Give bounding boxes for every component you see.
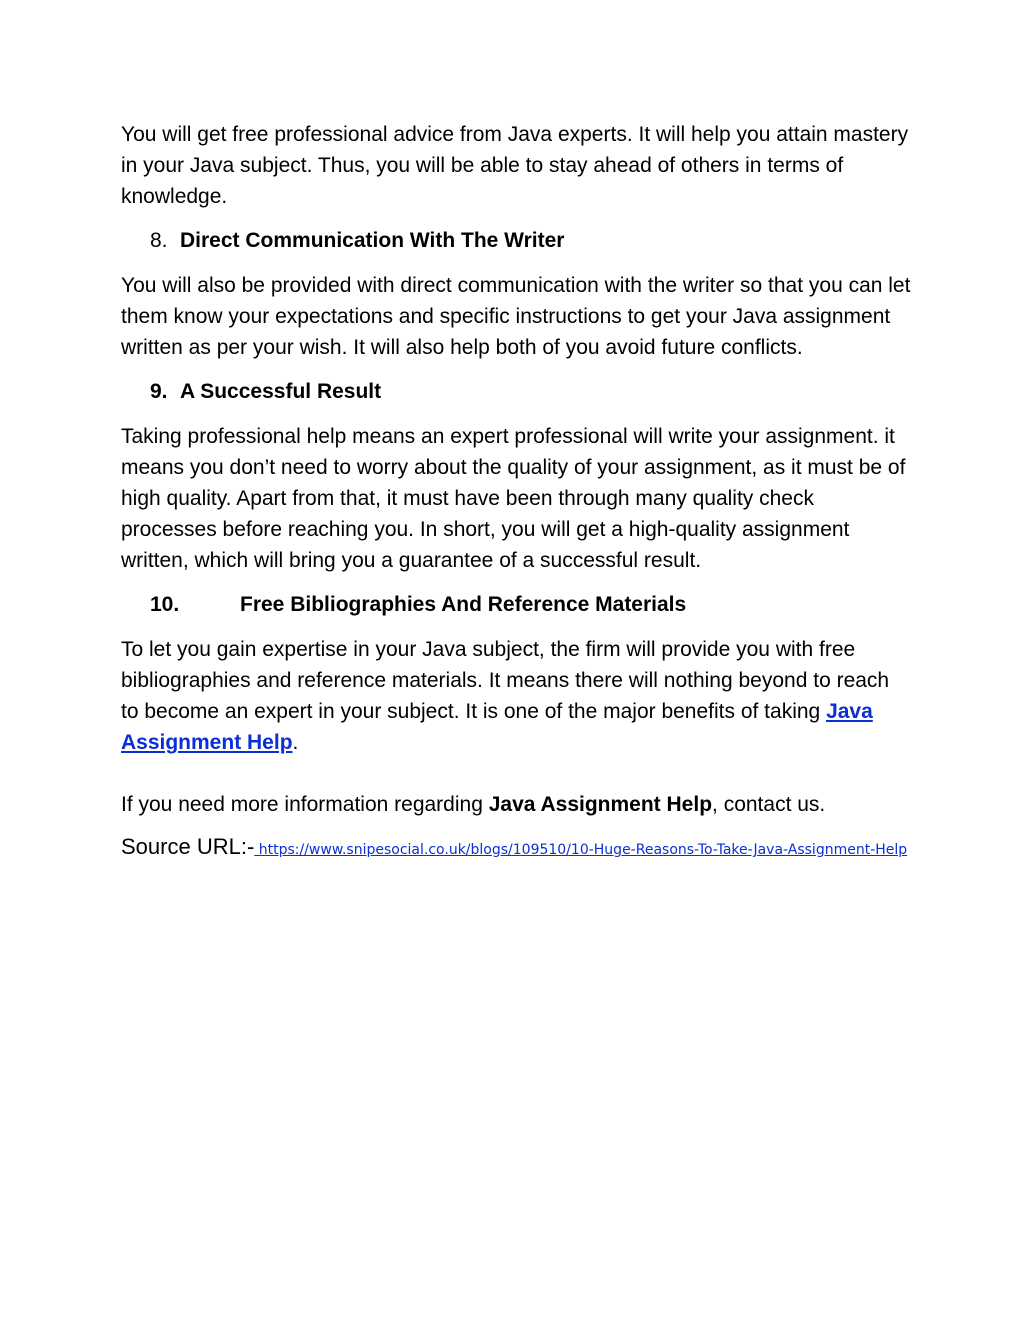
body-text: To let you gain expertise in your Java subject, the firm will provide you with free bibliographies and reference materials. It means there will nothing beyond to reach to become an expert in your subject. It is one of the major benefits of taking xyxy=(121,638,890,723)
section-body-9: Taking professional help means an expert professional will write your assignment. it means you don’t need to worry about the quality of your assignment, as it must be of high quality. Apart from that, it must have been through many quality check processes before reaching you. In short, you will get a high-quality assignment written, which will bring you a guarantee of a successful result. xyxy=(121,425,906,572)
section-heading-9 xyxy=(121,376,911,407)
source-line xyxy=(121,833,911,864)
body-text-end: . xyxy=(292,731,299,754)
source-url-link[interactable]: https://www.snipesocial.co.uk/blogs/109510/10-Huge-Reasons-To-Take-Java-Assignment-Help xyxy=(254,842,908,858)
section-heading-8 xyxy=(121,225,911,256)
spacer xyxy=(121,758,911,789)
source-label: Source URL:- xyxy=(121,834,255,859)
contact-text: If you need more information regarding xyxy=(121,793,489,816)
document-page xyxy=(121,119,911,885)
section-heading-10 xyxy=(121,589,911,620)
section-number: 9. xyxy=(150,380,168,403)
section-number: 8. xyxy=(150,229,168,252)
section-body-10 xyxy=(121,634,911,758)
section-title: A Successful Result xyxy=(180,380,382,403)
section-title: Direct Communication With The Writer xyxy=(180,229,565,252)
intro-paragraph: You will get free professional advice from Java experts. It will help you attain mastery in your Java subject. Thus, you will be able to stay ahead of others in terms of knowledge. xyxy=(121,123,909,208)
contact-bold-text: Java Assignment Help xyxy=(488,793,713,816)
contact-text-end: , contact us. xyxy=(712,793,826,816)
section-body-8: You will also be provided with direct communication with the writer so that you can let them know your expectations and specific instructions to get your Java assignment written as per your wish. It will also help both of you avoid future conflicts. xyxy=(121,274,911,359)
contact-paragraph xyxy=(121,789,911,820)
java-assignment-help-link[interactable]: Java Assignment Help xyxy=(121,700,873,754)
section-title: Free Bibliographies And Reference Materials xyxy=(240,593,687,616)
section-number: 10. xyxy=(150,593,180,616)
